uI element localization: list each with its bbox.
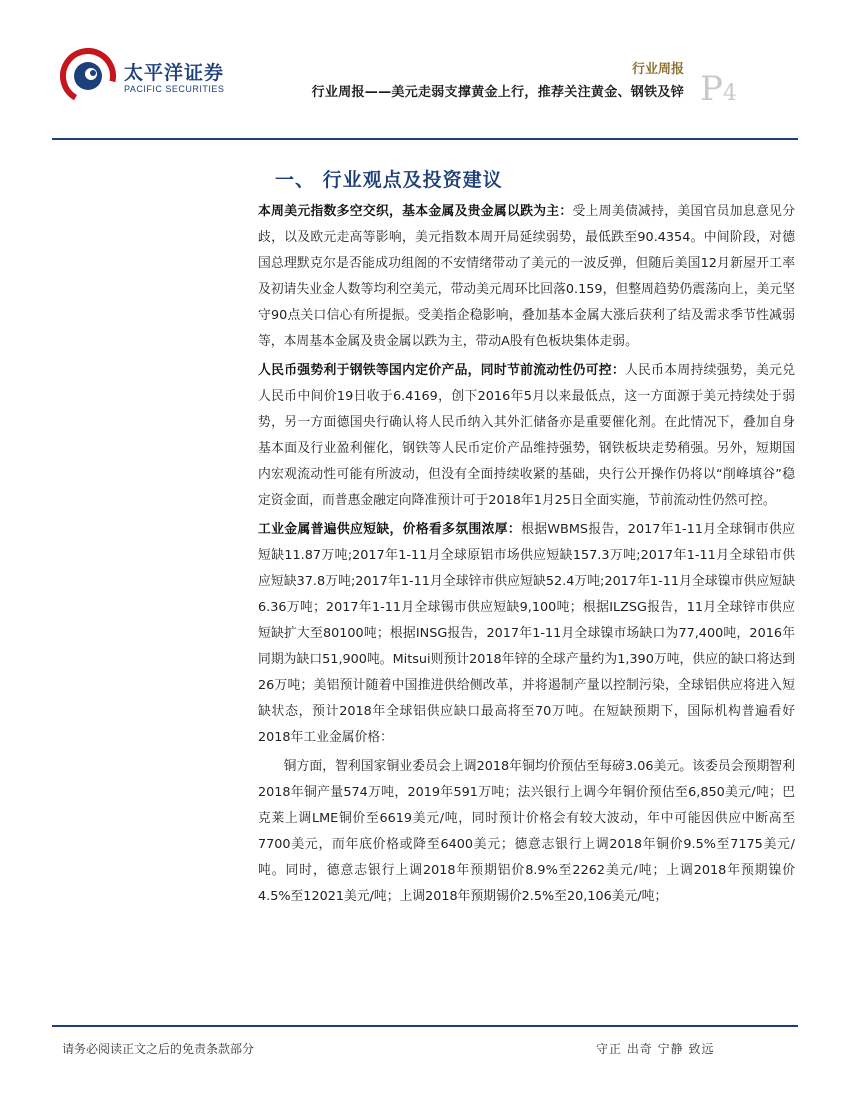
paragraph [258,517,795,751]
paragraph-text: 根据WBMS报告，2017年1-11月全球铜市供应短缺11.87万吨;2017年1-11月全球原铝市场供应短缺157.3万吨;2017年1-11月全球铅市供应短缺37.8万吨;2017年1-11月全球锌市供应短缺52.4万吨;2017年1-11月全球镍市供应短缺6.36万吨；2017年1-11月全球锡市供应短缺9,100吨；根据ILZSG报告，11月全球锌市供应短缺扩大至80100吨；根据INSG报告，2017年1-11月全球镍市场缺口为77,400吨，2016年同期为缺口51,900吨。Mitsui则预计2018年锌的全球产量约为1,390万吨，供应的缺口将达到26万吨；美铝预计随着中国推进供给侧改革，并将遏制产量以控制污染，全球铝供应将进入短缺状态，预计2018年全球铝供应缺口最高将至70万吨。在短缺预期下，国际机构普遍看好2018年工业金属价格： [258,522,795,745]
section-title: 一、 行业观点及投资建议 [275,169,503,191]
paragraph-lead: 工业金属普遍供应短缺，价格看多氛围浓厚： [258,522,522,537]
paragraph [258,754,795,910]
footer-divider [52,1025,798,1027]
paragraph [258,358,795,514]
paragraph-lead: 本周美元指数多空交织，基本金属及贵金属以跌为主： [258,204,573,219]
report-title: 行业周报——美元走弱支撑黄金上行，推荐关注黄金、钢铁及锌 [311,85,684,100]
company-logo [60,48,270,104]
page-number [700,69,737,109]
page-digit: 4 [722,81,737,106]
header-divider [52,138,798,140]
logo-name-en: PACIFIC SECURITIES [124,84,225,94]
paragraph-lead: 人民币强势利于钢铁等国内定价产品，同时节前流动性仍可控： [258,363,625,378]
pacific-logo-icon [60,48,116,104]
page-letter: P [700,69,723,109]
footer-disclaimer: 请务必阅读正文之后的免责条款部分 [62,1042,255,1056]
paragraph-text: 人民币本周持续强势，美元兑人民币中间价19日收于6.4169，创下2016年5月以来最低点，这一方面源于美元持续处于弱势，另一方面德国央行确认将人民币纳入其外汇储备亦是重要催化剂。在此情况下，叠加自身基本面及行业盈利催化，钢铁等人民币定价产品维持强势，钢铁板块走势稍强。另外，短期国内宏观流动性可能有所波动，但没有全面持续收紧的基础，央行公开操作仍将以“削峰填谷”稳定资金面，而普惠金融定向降准预计可于2018年1月25日全面实施，节前流动性仍然可控。 [258,363,796,508]
paragraph-text: 铜方面，智利国家铜业委员会上调2018年铜均价预估至每磅3.06美元。该委员会预期智利2018年铜产量574万吨，2019年591万吨；法兴银行上调今年铜价预估至6,850美元/吨；巴克莱上调LME铜价至6619美元/吨，同时预计价格会有较大波动，年中可能因供应中断高至7700美元，而年底价格或降至6400美元；德意志银行上调2018年铜价9.5%至7175美元/吨。同时，德意志银行上调2018年预期铝价8.9%至2262美元/吨；上调2018年预期镍价4.5%至12021美元/吨；上调2018年预期锡价2.5%至20,106美元/吨； [258,759,795,904]
paragraph [258,199,795,355]
report-body [258,199,795,910]
paragraph-text: 受上周美债减持，美国官员加息意见分歧，以及欧元走高等影响，美元指数本周开局延续弱势，最低跌至90.4354。中间阶段，对德国总理默克尔是否能成功组阁的不安情绪带动了美元的一波反弹，但随后美国12月新屋开工率及初请失业金人数等均利空美元，带动美元周环比回落0.159，但整周趋势仍震荡向上，美元坚守90点关口信心有所提振。受美指企稳影响，叠加基本金属大涨后获利了结及需求季节性减弱等，本周基本金属及贵金属以跌为主，带动A股有色板块集体走弱。 [258,204,796,349]
report-type-tag: 行业周报 [631,62,684,77]
footer-motto: 守正 出奇 宁静 致远 [596,1042,715,1056]
logo-name-cn: 太平洋证券 [124,62,225,84]
